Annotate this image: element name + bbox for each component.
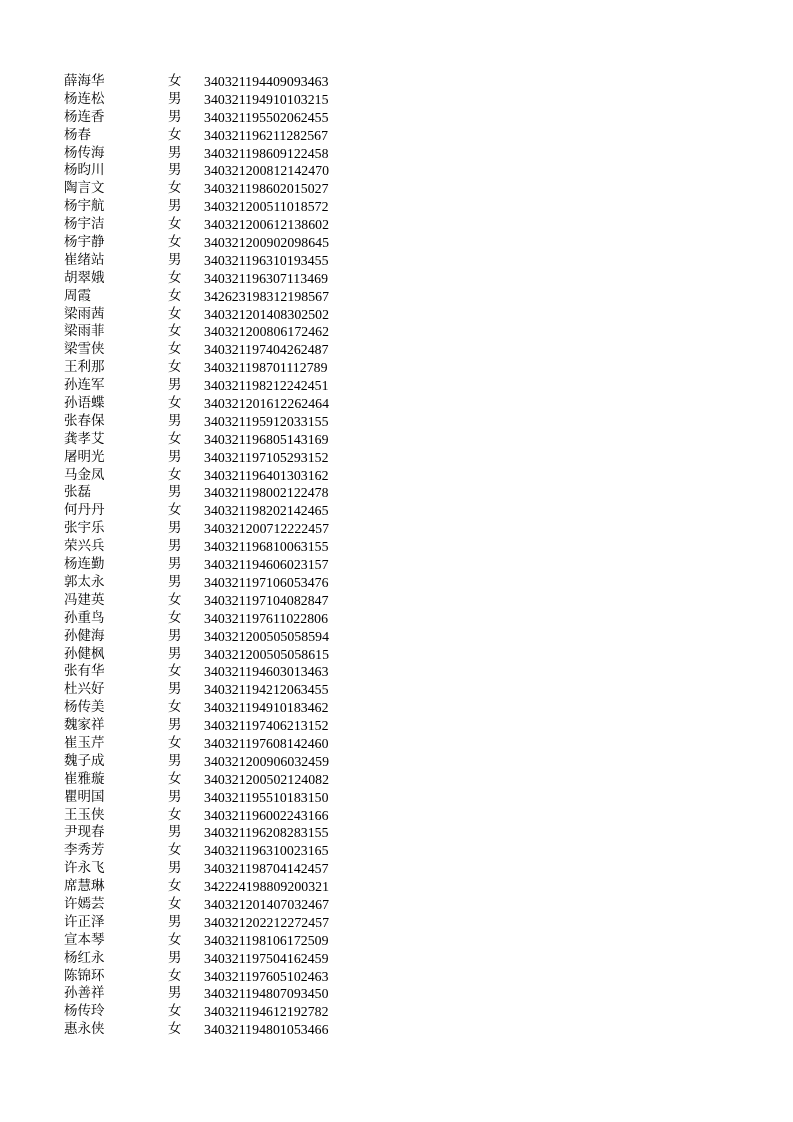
table-row (64, 270, 354, 288)
name-cell: 尹现春 (64, 824, 105, 841)
table-row (64, 91, 354, 109)
name-cell: 惠永侠 (64, 1021, 105, 1038)
id-number-cell: 340321200906032459 (204, 753, 330, 769)
name-cell: 杨春 (64, 126, 91, 143)
table-row (64, 950, 354, 968)
name-cell: 瞿明国 (64, 788, 105, 805)
table-row (64, 663, 354, 681)
gender-cell: 女 (168, 770, 182, 787)
id-number-cell: 340321200812142470 (204, 163, 330, 179)
name-cell: 杨传美 (64, 699, 105, 716)
gender-cell: 女 (168, 395, 182, 412)
id-number-cell: 340321196310193455 (204, 252, 329, 268)
id-number-cell: 340321200902098645 (204, 235, 330, 251)
gender-cell: 男 (168, 377, 182, 394)
name-cell: 崔玉芹 (64, 734, 105, 751)
gender-cell: 女 (168, 341, 182, 358)
id-number-cell: 340321196310023165 (204, 843, 329, 859)
id-number-cell: 340321198701112789 (204, 360, 328, 376)
id-number-cell: 340321200806172462 (204, 324, 330, 340)
name-cell: 张有华 (64, 663, 105, 680)
table-row (64, 234, 354, 252)
name-cell: 孙善祥 (64, 985, 105, 1002)
table-row (64, 717, 354, 735)
table-row (64, 807, 354, 825)
gender-cell: 女 (168, 73, 182, 89)
gender-cell: 女 (168, 967, 182, 984)
table-row (64, 592, 354, 610)
gender-cell: 女 (168, 287, 182, 304)
gender-cell: 女 (168, 931, 182, 948)
id-number-cell: 340321197504162459 (204, 950, 329, 966)
gender-cell: 女 (168, 699, 182, 716)
id-number-cell: 340321197611022806 (204, 610, 329, 626)
id-number-cell: 340321194612192782 (204, 1004, 329, 1020)
name-cell: 杨红永 (64, 949, 105, 966)
gender-cell: 女 (168, 663, 182, 680)
name-cell: 陶言文 (64, 180, 105, 197)
gender-cell: 男 (168, 448, 182, 465)
id-number-cell: 340321194603013463 (204, 664, 329, 680)
gender-cell: 男 (168, 251, 182, 268)
gender-cell: 女 (168, 878, 182, 895)
name-cell: 杨宇洁 (64, 216, 105, 233)
name-cell: 杨宇航 (64, 198, 105, 215)
id-number-cell: 340321194910183462 (204, 700, 329, 716)
name-cell: 席慧琳 (64, 878, 105, 895)
gender-cell: 男 (168, 556, 182, 573)
id-number-cell: 340321200505058615 (204, 646, 330, 662)
name-cell: 杨传海 (64, 144, 105, 161)
name-cell: 许永飞 (64, 860, 105, 877)
table-row (64, 520, 354, 538)
id-number-cell: 340321200511018572 (204, 199, 329, 215)
roster-table (64, 73, 354, 1039)
gender-cell: 男 (168, 484, 182, 501)
id-number-cell: 340321200612138602 (204, 217, 330, 233)
gender-cell: 男 (168, 788, 182, 805)
gender-cell: 女 (168, 269, 182, 286)
gender-cell: 男 (168, 144, 182, 161)
id-number-cell: 342623198312198567 (204, 288, 330, 304)
id-number-cell: 340321202212272457 (204, 914, 330, 930)
gender-cell: 男 (168, 520, 182, 537)
name-cell: 何丹丹 (64, 502, 105, 519)
id-number-cell: 340321200505058594 (204, 628, 330, 644)
id-number-cell: 340321194606023157 (204, 557, 329, 573)
table-row (64, 753, 354, 771)
table-row (64, 699, 354, 717)
gender-cell: 女 (168, 609, 182, 626)
gender-cell: 男 (168, 198, 182, 215)
table-row (64, 341, 354, 359)
table-row (64, 932, 354, 950)
id-number-cell: 340321194807093450 (204, 986, 329, 1002)
table-row (64, 162, 354, 180)
gender-cell: 男 (168, 627, 182, 644)
table-row (64, 306, 354, 324)
id-number-cell: 340321194409093463 (204, 74, 329, 89)
table-row (64, 109, 354, 127)
id-number-cell: 340321197404262487 (204, 342, 329, 358)
id-number-cell: 340321197106053476 (204, 574, 329, 590)
table-row (64, 395, 354, 413)
table-row (64, 771, 354, 789)
id-number-cell: 340321201612262464 (204, 396, 330, 412)
table-row (64, 431, 354, 449)
gender-cell: 女 (168, 126, 182, 143)
gender-cell: 男 (168, 913, 182, 930)
table-row (64, 789, 354, 807)
table-row (64, 1021, 354, 1039)
gender-cell: 女 (168, 842, 182, 859)
name-cell: 胡翠娥 (64, 269, 105, 286)
gender-cell: 女 (168, 1003, 182, 1020)
name-cell: 龚孝艾 (64, 430, 105, 447)
id-number-cell: 340321198106172509 (204, 932, 329, 948)
id-number-cell: 340321196810063155 (204, 539, 329, 555)
id-number-cell: 340321196002243166 (204, 807, 329, 823)
id-number-cell: 340321196307113469 (204, 270, 329, 286)
name-cell: 杨宇静 (64, 234, 105, 251)
id-number-cell: 340321195912033155 (204, 413, 329, 429)
table-row (64, 502, 354, 520)
name-cell: 薛海华 (64, 73, 105, 89)
id-number-cell: 340321200502124082 (204, 771, 330, 787)
name-cell: 孙语蝶 (64, 395, 105, 412)
table-row (64, 288, 354, 306)
id-number-cell: 340321198704142457 (204, 861, 329, 877)
gender-cell: 男 (168, 108, 182, 125)
table-row (64, 860, 354, 878)
gender-cell: 女 (168, 591, 182, 608)
gender-cell: 男 (168, 824, 182, 841)
name-cell: 马金凤 (64, 466, 105, 483)
table-row (64, 377, 354, 395)
gender-cell: 男 (168, 860, 182, 877)
name-cell: 屠明光 (64, 448, 105, 465)
id-number-cell: 340321194212063455 (204, 682, 329, 698)
id-number-cell: 340321197406213152 (204, 718, 329, 734)
name-cell: 王玉侠 (64, 806, 105, 823)
gender-cell: 女 (168, 430, 182, 447)
table-row (64, 896, 354, 914)
table-row (64, 914, 354, 932)
name-cell: 孙重鸟 (64, 609, 105, 626)
id-number-cell: 340321195502062455 (204, 109, 329, 125)
name-cell: 崔绪站 (64, 251, 105, 268)
table-row (64, 574, 354, 592)
id-number-cell: 340321195510183150 (204, 789, 329, 805)
name-cell: 王利那 (64, 359, 105, 376)
name-cell: 崔雅璇 (64, 770, 105, 787)
gender-cell: 男 (168, 573, 182, 590)
id-number-cell: 342224198809200321 (204, 879, 330, 895)
id-number-cell: 340321198202142465 (204, 503, 329, 519)
table-row (64, 968, 354, 986)
table-row (64, 145, 354, 163)
table-row (64, 538, 354, 556)
name-cell: 张宇乐 (64, 520, 105, 537)
id-number-cell: 340321197104082847 (204, 592, 329, 608)
name-cell: 郭太永 (64, 573, 105, 590)
name-cell: 杜兴好 (64, 681, 105, 698)
gender-cell: 女 (168, 734, 182, 751)
table-row (64, 73, 354, 91)
gender-cell: 女 (168, 216, 182, 233)
table-row (64, 127, 354, 145)
name-cell: 魏家祥 (64, 717, 105, 734)
name-cell: 杨连香 (64, 108, 105, 125)
name-cell: 梁雨茜 (64, 305, 105, 322)
table-row (64, 216, 354, 234)
gender-cell: 男 (168, 412, 182, 429)
name-cell: 杨昀川 (64, 162, 105, 179)
table-row (64, 323, 354, 341)
gender-cell: 女 (168, 806, 182, 823)
gender-cell: 男 (168, 717, 182, 734)
table-row (64, 180, 354, 198)
name-cell: 梁雪侠 (64, 341, 105, 358)
gender-cell: 女 (168, 359, 182, 376)
table-row (64, 359, 354, 377)
gender-cell: 女 (168, 234, 182, 251)
id-number-cell: 340321198609122458 (204, 145, 329, 161)
gender-cell: 男 (168, 681, 182, 698)
table-row (64, 681, 354, 699)
table-row (64, 556, 354, 574)
table-row (64, 824, 354, 842)
table-row (64, 198, 354, 216)
gender-cell: 男 (168, 752, 182, 769)
gender-cell: 女 (168, 305, 182, 322)
name-cell: 冯建英 (64, 591, 105, 608)
name-cell: 孙连军 (64, 377, 105, 394)
id-number-cell: 340321198602015027 (204, 181, 329, 197)
gender-cell: 男 (168, 645, 182, 662)
table-row (64, 646, 354, 664)
id-number-cell: 340321196401303162 (204, 467, 329, 483)
name-cell: 张磊 (64, 484, 91, 501)
id-number-cell: 340321194910103215 (204, 91, 329, 107)
gender-cell: 女 (168, 180, 182, 197)
table-row (64, 842, 354, 860)
id-number-cell: 340321201407032467 (204, 896, 330, 912)
name-cell: 杨连松 (64, 90, 105, 107)
id-number-cell: 340321197605102463 (204, 968, 329, 984)
table-row (64, 985, 354, 1003)
id-number-cell: 340321201408302502 (204, 306, 330, 322)
table-row (64, 413, 354, 431)
gender-cell: 男 (168, 162, 182, 179)
name-cell: 梁雨菲 (64, 323, 105, 340)
name-cell: 许正泽 (64, 913, 105, 930)
table-row (64, 878, 354, 896)
id-number-cell: 340321198002122478 (204, 485, 329, 501)
id-number-cell: 340321196805143169 (204, 431, 329, 447)
gender-cell: 女 (168, 323, 182, 340)
name-cell: 杨传玲 (64, 1003, 105, 1020)
table-row (64, 610, 354, 628)
id-number-cell: 340321197608142460 (204, 735, 329, 751)
gender-cell: 男 (168, 538, 182, 555)
table-row (64, 252, 354, 270)
name-cell: 孙健枫 (64, 645, 105, 662)
table-row (64, 628, 354, 646)
name-cell: 周霞 (64, 287, 91, 304)
gender-cell: 男 (168, 949, 182, 966)
name-cell: 宣本琴 (64, 931, 105, 948)
gender-cell: 女 (168, 466, 182, 483)
gender-cell: 女 (168, 1021, 182, 1038)
id-number-cell: 340321194801053466 (204, 1022, 329, 1038)
name-cell: 荣兴兵 (64, 538, 105, 555)
id-number-cell: 340321197105293152 (204, 449, 329, 465)
table-row (64, 449, 354, 467)
gender-cell: 男 (168, 985, 182, 1002)
table-row (64, 1003, 354, 1021)
table-row (64, 484, 354, 502)
table-row (64, 735, 354, 753)
id-number-cell: 340321198212242451 (204, 378, 329, 394)
gender-cell: 女 (168, 895, 182, 912)
id-number-cell: 340321196211282567 (204, 127, 329, 143)
name-cell: 陈锦环 (64, 967, 105, 984)
gender-cell: 男 (168, 90, 182, 107)
table-row (64, 467, 354, 485)
id-number-cell: 340321200712222457 (204, 521, 330, 537)
gender-cell: 女 (168, 502, 182, 519)
name-cell: 杨连勤 (64, 556, 105, 573)
name-cell: 张春保 (64, 412, 105, 429)
name-cell: 许嫣芸 (64, 895, 105, 912)
name-cell: 魏子成 (64, 752, 105, 769)
id-number-cell: 340321196208283155 (204, 825, 329, 841)
name-cell: 孙健海 (64, 627, 105, 644)
name-cell: 李秀芳 (64, 842, 105, 859)
